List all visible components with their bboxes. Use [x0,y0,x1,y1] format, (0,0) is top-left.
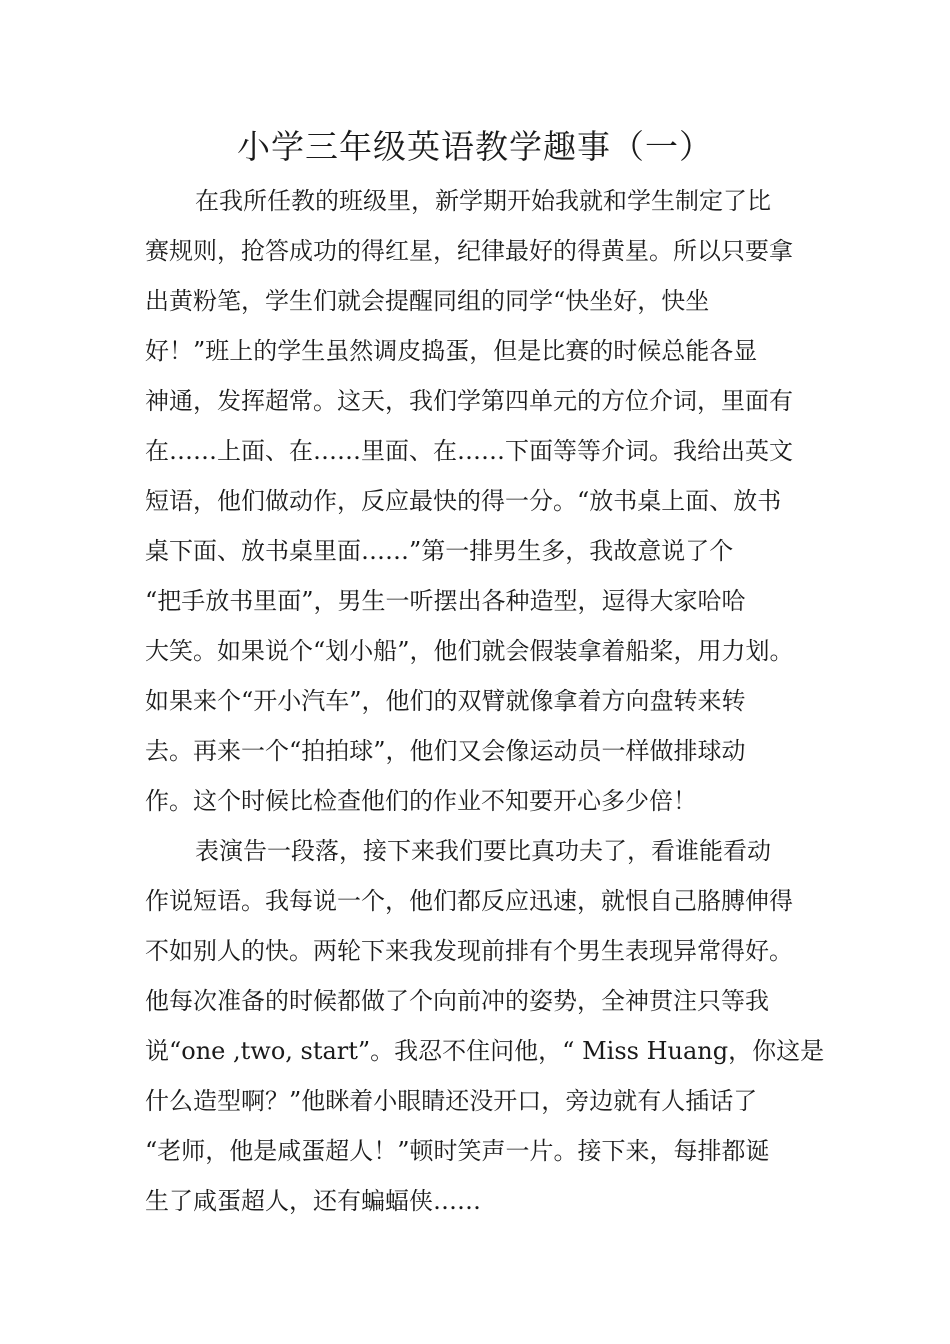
paragraph-line: “把手放书里面”，男生一听摆出各种造型，逗得大家哈哈 [145,587,746,615]
paragraph-line: “老师，他是咸蛋超人！”顿时笑声一片。接下来，每排都诞 [145,1137,770,1165]
paragraph-line: 在……上面、在……里面、在……下面等等介词。我给出英文 [145,437,793,465]
paragraph-line: 神通，发挥超常。这天，我们学第四单元的方位介词，里面有 [145,387,793,415]
paragraph-line: 什么造型啊？”他眯着小眼睛还没开口，旁边就有人插话了 [145,1087,758,1115]
paragraph-line: 好！”班上的学生虽然调皮捣蛋，但是比赛的时候总能各显 [145,337,758,365]
paragraph-line: 他每次准备的时候都做了个向前冲的姿势，全神贯注只等我 [145,987,769,1015]
paragraph-line: 桌下面、放书桌里面……”第一排男生多，我故意说了个 [145,537,734,565]
paragraph-line: 在我所任教的班级里，新学期开始我就和学生制定了比 [195,187,771,215]
paragraph-line: 说“one ,two, start”。我忍不住问他，“ Miss Huang，你这是 [145,1037,825,1065]
paragraph-line: 表演告一段落，接下来我们要比真功夫了，看谁能看动 [195,837,771,865]
paragraph-line: 去。再来一个“拍拍球”，他们又会像运动员一样做排球动 [145,737,746,765]
paragraph-line: 大笑。如果说个“划小船”，他们就会假装拿着船桨，用力划。 [145,637,794,665]
paragraph-line: 如果来个“开小汽车”，他们的双臂就像拿着方向盘转来转 [145,687,746,715]
paragraph-line: 出黄粉笔，学生们就会提醒同组的同学“快坐好，快坐 [145,287,710,315]
paragraph-line: 作说短语。我每说一个，他们都反应迅速，就恨自己胳膊伸得 [145,887,793,915]
paragraph-line: 短语，他们做动作，反应最快的得一分。“放书桌上面、放书 [145,487,782,515]
document-body [145,176,825,1226]
paragraph-line: 赛规则，抢答成功的得红星，纪律最好的得黄星。所以只要拿 [145,237,793,265]
paragraph-line: 不如别人的快。两轮下来我发现前排有个男生表现异常得好。 [145,937,793,965]
document-title: 小学三年级英语教学趣事（一） [237,127,713,166]
paragraph-line: 生了咸蛋超人，还有蝙蝠侠…… [145,1187,481,1215]
paragraph-line: 作。这个时候比检查他们的作业不知要开心多少倍！ [145,787,697,815]
